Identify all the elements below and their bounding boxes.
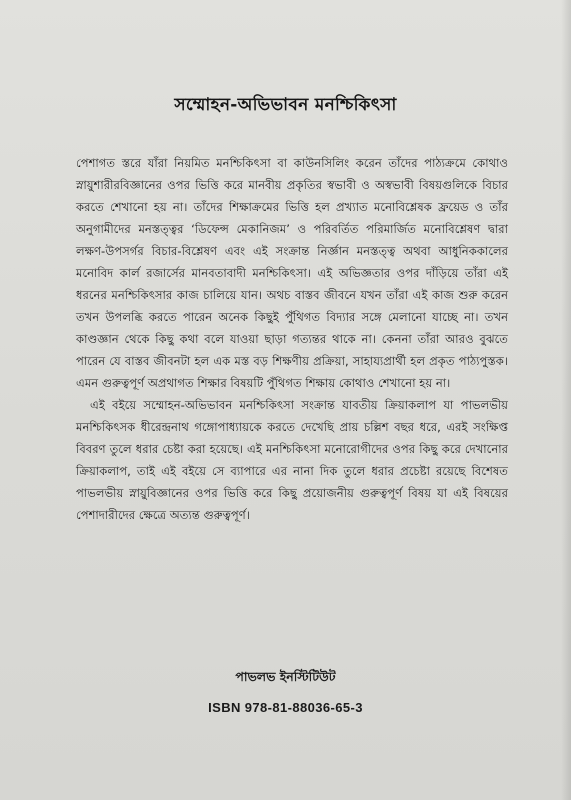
- blurb-paragraph-1: পেশাগত স্তরে যাঁরা নিয়মিত মনশ্চিকিৎসা বা কাউনসিলিং করেন তাঁদের পাঠ্যক্রমে কোথাও স্নায়ুশারীরবিজ্ঞানের ওপর ভিত্তি করে মানবীয় প্রকৃতির স্বভাবী ও অস্বভাবী বিষয়গুলিকে বিচার করতে শেখানো হয় না। তাঁদের শিক্ষাক্রমের ভিত্তি হল প্রখ্যাত মনোবিশ্লেষক ফ্রয়েড ও তাঁর অনুগামীদের মনস্তত্ত্বর ‘ডিফেন্স মেকানিজম’ ও পরিবর্তিত পরিমার্জিত মনোবিশ্লেষণ দ্বারা লক্ষণ-উপসর্গর বিচার-বিশ্লেষণ এবং এই সংক্রান্ত নির্জ্ঞান মনস্তত্ত্ব অথবা আধুনিককালের মনোবিদ কার্ল রজার্সের মানবতাবাদী মনশ্চিকিৎসা। এই অভিজ্ঞতার ওপর দাঁড়িয়ে তাঁরা এই ধরনের মনশ্চিকিৎসার কাজ চালিয়ে যান। অথচ বাস্তব জীবনে যখন তাঁরা এই কাজ শুরু করেন তখন উপলব্ধি করতে পারেন অনেক কিছুই পুঁথিগত বিদ্যার সঙ্গে মেলানো যাচ্ছে না। তখন কাণ্ডজ্ঞান থেকে কিছু কথা বলে যাওয়া ছাড়া গত্যন্তর থাকে না। কেননা তাঁরা আরও বুঝতে পারেন যে বাস্তব জীবনটা হল এক মস্ত বড় শিক্ষণীয় প্রক্রিয়া, সাহায্যপ্রার্থী হল প্রকৃত পাঠ্যপুস্তক। এমন গুরুত্বপূর্ণ অপ্রথাগত শিক্ষার বিষয়টি পুঁথিগত শিক্ষায় কোথাও শেখানো হয় না।: [76, 156, 508, 390]
- isbn-number: ISBN 978-81-88036-65-3: [208, 700, 363, 715]
- blurb-paragraph-2: এই বইয়ে সম্মোহন-অভিভাবন মনশ্চিকিৎসা সংক্রান্ত যাবতীয় ক্রিয়াকলাপ যা পাভলভীয় মনশ্চিকিৎসক ধীরেন্দ্রনাথ গঙ্গোপাধ্যায়কে করতে দেখেছি প্রায় চল্লিশ বছর ধরে, এরই সংক্ষিপ্ত বিবরণ তুলে ধরার চেষ্টা করা হয়েছে। এই মনশ্চিকিৎসা মনোরোগীদের ওপর কিছু করে দেখানোর ক্রিয়াকলাপ, তাই এই বইয়ে সে ব্যাপারে এর নানা দিক তুলে ধরার প্রচেষ্টা রয়েছে বিশেষত পাভলভীয় স্নায়ুবিজ্ঞানের ওপর ভিত্তি করে কিছু প্রয়োজনীয় গুরুত্বপূর্ণ বিষয় যা এই বিষয়ের পেশাদারীদের ক্ষেত্রে অত্যন্ত গুরুত্বপূর্ণ।: [76, 398, 508, 522]
- blurb-text: [76, 152, 508, 526]
- book-title: সম্মোহন-অভিভাবন মনশ্চিকিৎসা: [174, 95, 397, 115]
- publisher-name: পাভলভ ইনস্টিটিউট: [235, 669, 336, 684]
